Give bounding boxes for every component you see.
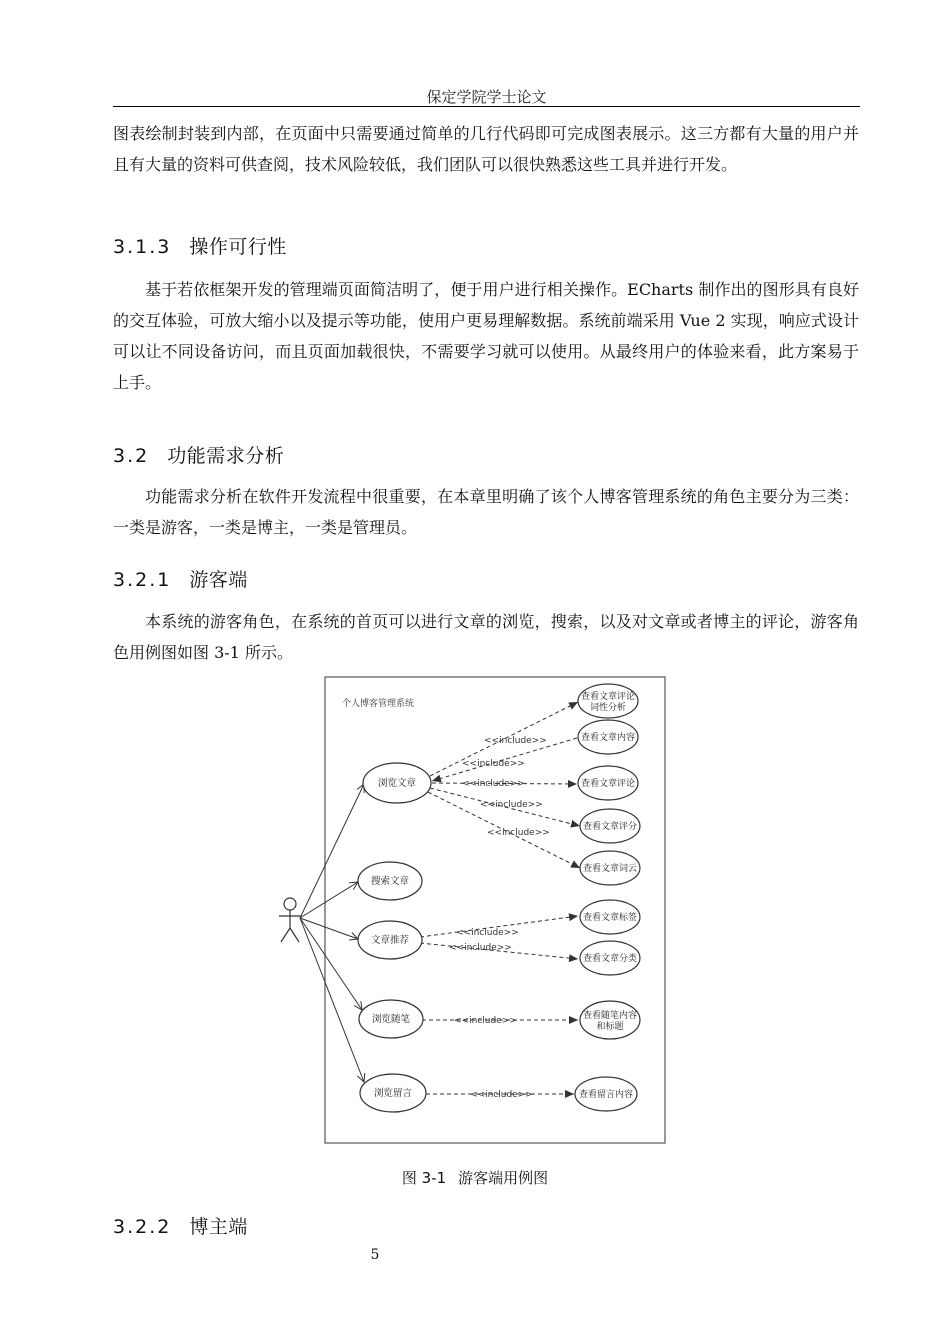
heading-text: 游客端	[189, 569, 248, 591]
caption-text: 游客端用例图	[458, 1169, 549, 1187]
included-view-category: 查看文章分类	[582, 954, 638, 964]
included-view-messages: 查看留言内容	[578, 1090, 634, 1100]
included-view-tags: 查看文章标签	[582, 913, 638, 923]
use-case-browse-messages: 浏览留言	[373, 1088, 413, 1099]
header-rule	[113, 106, 860, 107]
heading-text: 功能需求分析	[167, 445, 285, 467]
include-label: <<include>>	[456, 928, 519, 938]
included-view-wordcloud: 查看文章词云	[582, 864, 638, 874]
paragraph-3: 功能需求分析在软件开发流程中很重要，在本章里明确了该个人博客管理系统的角色主要分为三类：一类是游客，一类是博主，一类是管理员。	[113, 487, 859, 537]
page-number: 5	[370, 1247, 380, 1263]
include-label: <<include>>	[484, 736, 547, 746]
heading-number: 3.2	[113, 445, 150, 467]
include-label: <<include>>	[480, 800, 543, 810]
included-notes-content-line2: 和标题	[596, 1022, 624, 1032]
use-case-browse-article: 浏览文章	[377, 778, 417, 789]
included-comment-analysis-line1: 查看文章评论	[580, 692, 636, 702]
include-label: <<include>>	[487, 828, 550, 838]
use-case-diagram	[270, 670, 680, 1150]
heading-text: 博主端	[189, 1216, 248, 1238]
use-case-article-recommend: 文章推荐	[370, 935, 410, 946]
heading-text: 操作可行性	[189, 236, 287, 258]
use-case-search-article: 搜索文章	[370, 876, 410, 887]
include-label: <<include>>	[470, 1090, 533, 1100]
included-view-comments: 查看文章评论	[580, 779, 636, 789]
heading-number: 3.2.1	[113, 569, 172, 591]
figure-caption	[0, 1167, 950, 1188]
heading-3-2-1	[113, 565, 248, 592]
included-ellipses	[575, 684, 640, 1111]
included-notes-content-line1: 查看随笔内容	[582, 1011, 638, 1021]
heading-3-1-3	[113, 232, 287, 259]
include-label: <<include>>	[462, 779, 525, 789]
association-lines	[300, 784, 364, 1082]
system-name: 个人博客管理系统	[342, 699, 415, 709]
heading-3-2	[113, 441, 284, 468]
paragraph-1: 图表绘制封装到内部，在页面中只需要通过简单的几行代码即可完成图表展示。这三方都有大量的用户并且有大量的资料可供查阅，技术风险较低，我们团队可以很快熟悉这些工具并进行开发。	[113, 124, 859, 174]
include-labels	[449, 736, 550, 1100]
heading-number: 3.1.3	[113, 236, 172, 258]
heading-number: 3.2.2	[113, 1216, 172, 1238]
included-comment-analysis-line2: 词性分析	[589, 703, 627, 713]
include-label: <<include>>	[449, 943, 512, 953]
use-case-browse-notes: 浏览随笔	[371, 1014, 411, 1025]
paragraph-2: 基于若依框架开发的管理端页面简洁明了，便于用户进行相关操作。ECharts 制作出的图形具有良好的交互体验，可放大缩小以及提示等功能，使用户更易理解数据。系统前端采用 Vue 2 实现，响应式设计可以让不同设备访问，而且页面加载很快，不需要学习就可以使用。从最终用户的体验来看，此方案易于上手。	[113, 280, 859, 392]
paragraph-4: 本系统的游客角色，在系统的首页可以进行文章的浏览，搜索，以及对文章或者博主的评论，游客角色用例图如图 3-1 所示。	[113, 612, 859, 662]
running-header: 保定学院学士论文	[426, 88, 547, 106]
included-view-content: 查看文章内容	[580, 733, 636, 743]
caption-label: 图 3-1	[401, 1169, 447, 1187]
included-view-score: 查看文章评分	[582, 822, 638, 832]
actor-visitor	[279, 898, 301, 942]
heading-3-2-2	[113, 1212, 248, 1239]
include-label: <<include>>	[454, 1016, 517, 1026]
include-label: <<include>>	[462, 759, 525, 769]
